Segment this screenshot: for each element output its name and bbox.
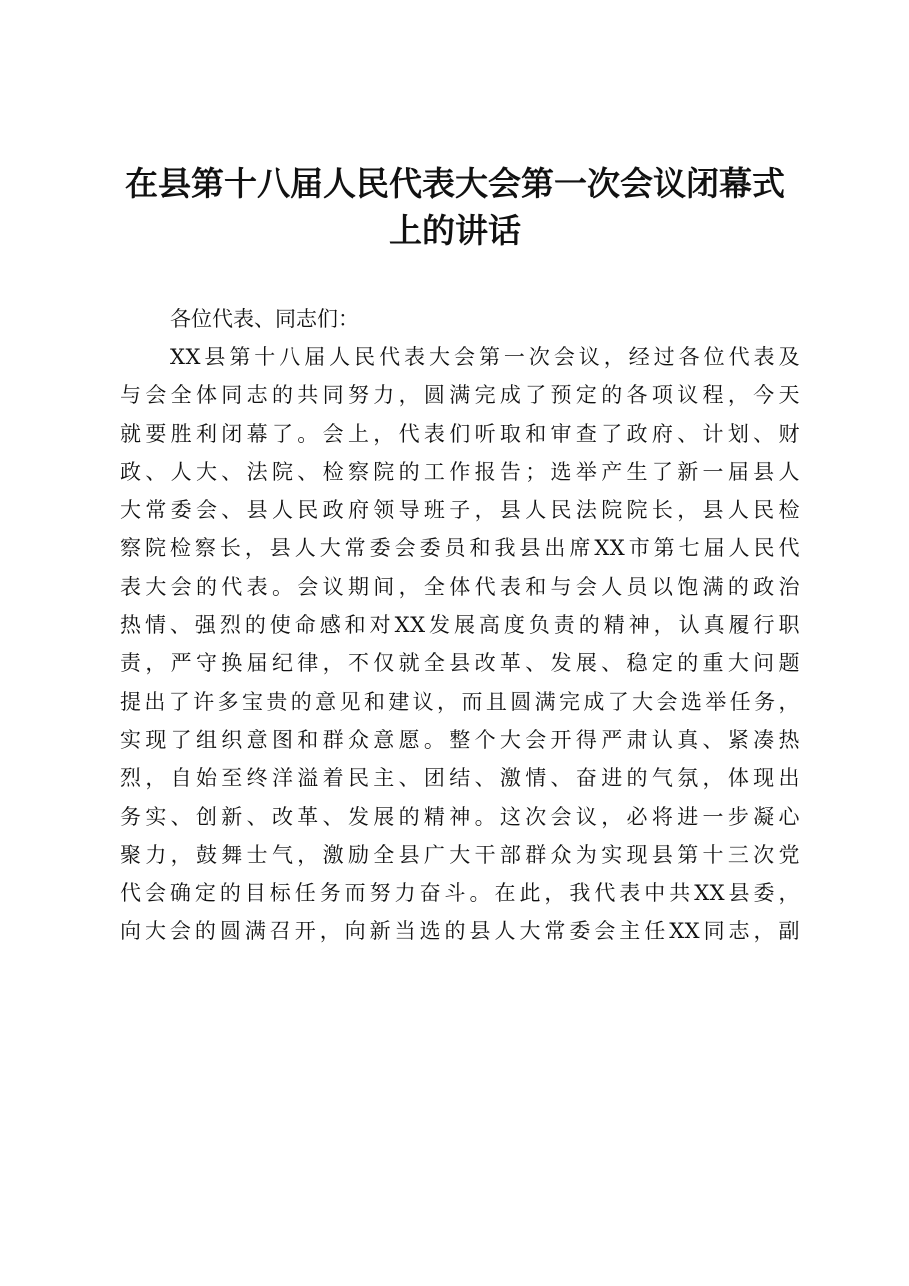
paragraph-line-13: 务实、创新、改革、发展的精神。这次会议，必将进一步凝心 [120,804,800,829]
document-body [120,300,800,951]
title-line-1: 在县第十八届人民代表大会第一次会议闭幕式 [125,164,785,203]
paragraph-line-1: XX县第十八届人民代表大会第一次会议，经过各位代表及 [170,345,800,369]
paragraph-line-6: 察院检察长，县人大常委会委员和我县出席XX市第七届人民代 [120,536,800,561]
body-paragraph [120,338,800,951]
document-title [110,160,800,254]
paragraph-line-2: 与会全体同志的共同努力，圆满完成了预定的各项议程，今天 [120,383,800,408]
title-line-2: 上的讲话 [389,211,521,250]
paragraph-line-15: 代会确定的目标任务而努力奋斗。在此，我代表中共XX县委， [120,881,800,906]
paragraph-line-4: 政、人大、法院、检察院的工作报告；选举产生了新一届县人 [120,459,800,484]
paragraph-line-11: 实现了组织意图和群众意愿。整个大会开得严肃认真、紧凑热 [120,727,800,752]
paragraph-line-16: 向大会的圆满召开，向新当选的县人大常委会主任XX同志，副 [120,919,800,944]
paragraph-line-5: 大常委会、县人民政府领导班子，县人民法院院长，县人民检 [120,498,800,523]
paragraph-line-8: 热情、强烈的使命感和对XX发展高度负责的精神，认真履行职 [120,613,800,638]
paragraph-line-9: 责，严守换届纪律，不仅就全县改革、发展、稳定的重大问题 [120,651,800,676]
paragraph-line-10: 提出了许多宝贵的意见和建议，而且圆满完成了大会选举任务， [120,689,800,714]
paragraph-line-12: 烈，自始至终洋溢着民主、团结、激情、奋进的气氛，体现出 [120,766,800,791]
paragraph-line-14: 聚力，鼓舞士气，激励全县广大干部群众为实现县第十三次党 [120,842,800,867]
paragraph-line-7: 表大会的代表。会议期间，全体代表和与会人员以饱满的政治 [120,574,800,599]
salutation: 各位代表、同志们： [170,307,359,331]
paragraph-line-3: 就要胜利闭幕了。会上，代表们听取和审查了政府、计划、财 [120,421,800,446]
